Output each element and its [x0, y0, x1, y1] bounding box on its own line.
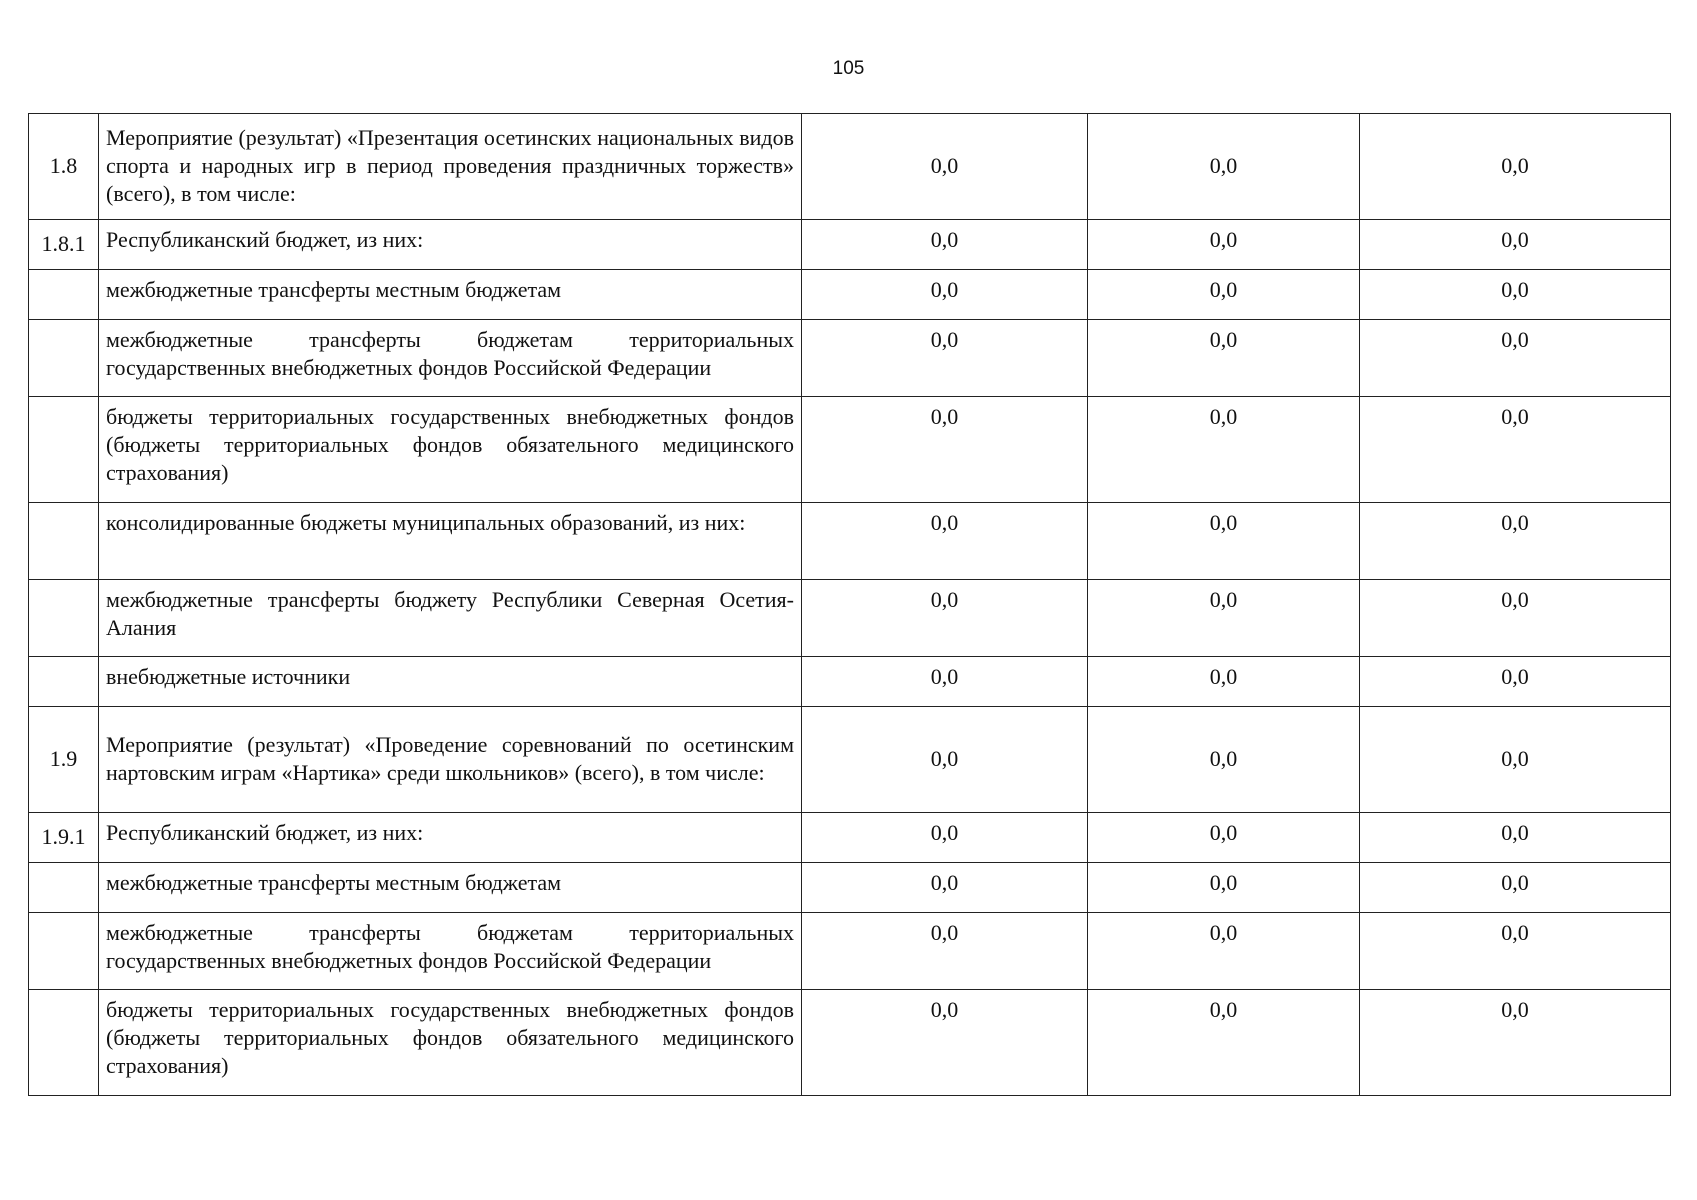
table-row — [29, 503, 1671, 580]
row-value-1: 0,0 — [802, 114, 1088, 220]
row-number — [29, 270, 99, 320]
row-number — [29, 913, 99, 990]
row-value-1: 0,0 — [802, 270, 1088, 320]
row-value-3: 0,0 — [1360, 863, 1671, 913]
row-value-2: 0,0 — [1088, 707, 1360, 813]
row-name: межбюджетные трансферты бюджетам территориальных государственных внебюджетных фондов Российской Федерации — [99, 320, 802, 397]
row-value-1: 0,0 — [802, 320, 1088, 397]
row-value-1: 0,0 — [802, 580, 1088, 657]
row-value-3: 0,0 — [1360, 270, 1671, 320]
row-value-2: 0,0 — [1088, 580, 1360, 657]
table-row — [29, 270, 1671, 320]
row-value-1: 0,0 — [802, 657, 1088, 707]
table-row — [29, 320, 1671, 397]
row-value-3: 0,0 — [1360, 114, 1671, 220]
budget-table — [28, 113, 1671, 1096]
row-value-3: 0,0 — [1360, 657, 1671, 707]
row-value-3: 0,0 — [1360, 913, 1671, 990]
row-value-2: 0,0 — [1088, 990, 1360, 1096]
table-row — [29, 657, 1671, 707]
row-name: межбюджетные трансферты бюджетам территориальных государственных внебюджетных фондов Российской Федерации — [99, 913, 802, 990]
row-value-1: 0,0 — [802, 707, 1088, 813]
table-row — [29, 397, 1671, 503]
table-row — [29, 813, 1671, 863]
row-value-3: 0,0 — [1360, 990, 1671, 1096]
row-name: Республиканский бюджет, из них: — [99, 813, 802, 863]
row-name: межбюджетные трансферты местным бюджетам — [99, 270, 802, 320]
row-number: 1.9.1 — [29, 813, 99, 863]
row-name: межбюджетные трансферты местным бюджетам — [99, 863, 802, 913]
row-value-2: 0,0 — [1088, 863, 1360, 913]
row-number — [29, 990, 99, 1096]
table-row — [29, 990, 1671, 1096]
row-name: внебюджетные источники — [99, 657, 802, 707]
table-row — [29, 114, 1671, 220]
row-value-2: 0,0 — [1088, 503, 1360, 580]
row-value-3: 0,0 — [1360, 503, 1671, 580]
row-number — [29, 397, 99, 503]
row-name: межбюджетные трансферты бюджету Республики Северная Осетия-Алания — [99, 580, 802, 657]
row-value-3: 0,0 — [1360, 707, 1671, 813]
row-number: 1.9 — [29, 707, 99, 813]
row-value-2: 0,0 — [1088, 270, 1360, 320]
row-number — [29, 580, 99, 657]
row-number — [29, 657, 99, 707]
row-number: 1.8.1 — [29, 220, 99, 270]
row-value-2: 0,0 — [1088, 220, 1360, 270]
row-name: бюджеты территориальных государственных внебюджетных фондов (бюджеты территориальных фондов обязательного медицинского страхования) — [99, 397, 802, 503]
row-name: Мероприятие (результат) «Презентация осетинских национальных видов спорта и народных игр в период проведения праздничных торжеств» (всего), в том числе: — [99, 114, 802, 220]
row-name: консолидированные бюджеты муниципальных образований, из них: — [99, 503, 802, 580]
row-value-2: 0,0 — [1088, 114, 1360, 220]
row-value-3: 0,0 — [1360, 220, 1671, 270]
row-number — [29, 863, 99, 913]
table-row — [29, 707, 1671, 813]
row-value-1: 0,0 — [802, 990, 1088, 1096]
row-value-1: 0,0 — [802, 913, 1088, 990]
row-number — [29, 503, 99, 580]
row-value-2: 0,0 — [1088, 813, 1360, 863]
row-value-3: 0,0 — [1360, 320, 1671, 397]
row-name: Мероприятие (результат) «Проведение соревнований по осетинским нартовским играм «Нартика» среди школьников» (всего), в том числе: — [99, 707, 802, 813]
row-value-1: 0,0 — [802, 863, 1088, 913]
page-number: 105 — [832, 58, 865, 79]
table-row — [29, 913, 1671, 990]
row-value-3: 0,0 — [1360, 813, 1671, 863]
row-value-3: 0,0 — [1360, 580, 1671, 657]
table-row — [29, 863, 1671, 913]
row-value-1: 0,0 — [802, 220, 1088, 270]
row-value-2: 0,0 — [1088, 397, 1360, 503]
row-name: Республиканский бюджет, из них: — [99, 220, 802, 270]
row-value-1: 0,0 — [802, 503, 1088, 580]
table-row — [29, 580, 1671, 657]
row-value-2: 0,0 — [1088, 657, 1360, 707]
row-number: 1.8 — [29, 114, 99, 220]
row-name: бюджеты территориальных государственных внебюджетных фондов (бюджеты территориальных фондов обязательного медицинского страхования) — [99, 990, 802, 1096]
row-value-3: 0,0 — [1360, 397, 1671, 503]
row-value-2: 0,0 — [1088, 913, 1360, 990]
table-row — [29, 220, 1671, 270]
row-number — [29, 320, 99, 397]
row-value-1: 0,0 — [802, 397, 1088, 503]
row-value-2: 0,0 — [1088, 320, 1360, 397]
row-value-1: 0,0 — [802, 813, 1088, 863]
